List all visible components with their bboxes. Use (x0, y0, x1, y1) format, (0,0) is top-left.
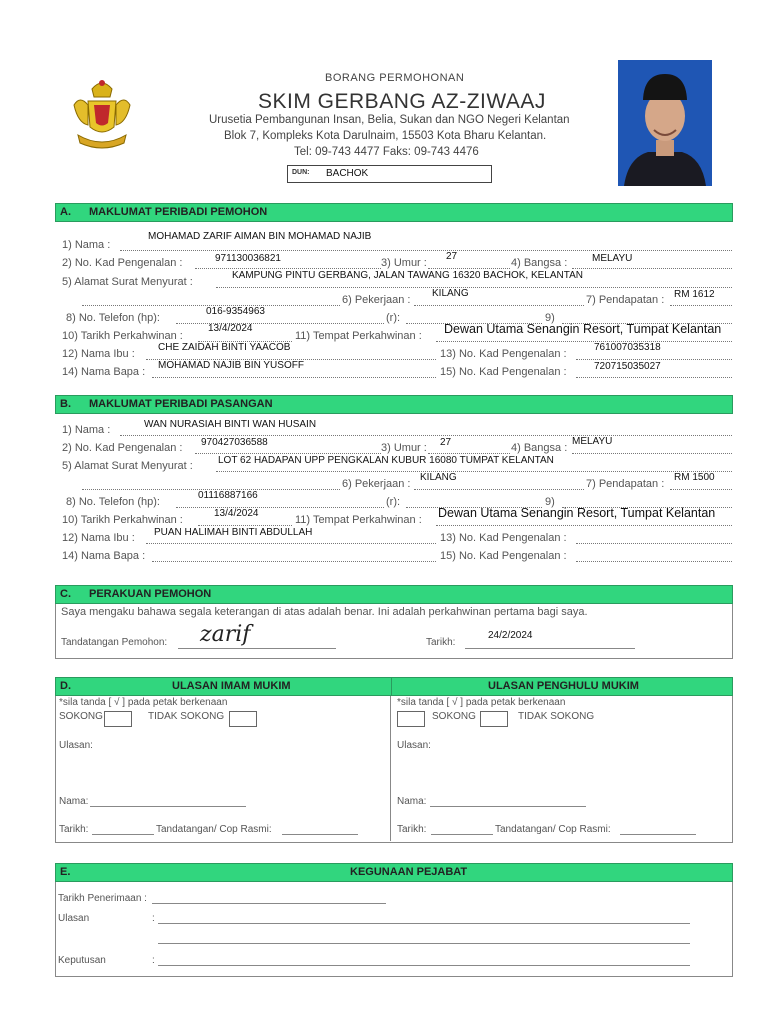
b-alamat-label: 5) Alamat Surat Menyurat : (62, 460, 193, 472)
b-bangsa-label: 4) Bangsa : (511, 442, 568, 454)
keputusan-line (158, 965, 690, 966)
declaration-text: Saya mengaku bahawa segala keterangan di atas adalah benar. Ini adalah perkahwinan pertama bagi saya. (61, 606, 588, 618)
a-tarikh-kahwin-label: 10) Tarikh Perkahwinan : (62, 330, 183, 342)
imam-title: ULASAN IMAM MUKIM (172, 680, 291, 692)
a-nama-ibu-value: CHE ZAIDAH BINTI YAACOB (158, 342, 291, 353)
b-bangsa-value: MELAYU (572, 436, 613, 447)
penghulu-tarikh-line (431, 834, 493, 835)
imam-sokong-label: SOKONG (59, 711, 103, 722)
b-umur-value: 27 (440, 437, 452, 448)
a-nine-label: 9) (545, 312, 555, 324)
b-nine-label: 9) (545, 496, 555, 508)
scheme-title: SKIM GERBANG AZ-ZIWAAJ (258, 90, 546, 113)
section-d-letter: D. (60, 680, 71, 692)
applicant-signature: zarif (200, 622, 251, 647)
a-nama-label: 1) Nama : (62, 239, 111, 251)
a-bangsa-value: MELAYU (592, 253, 633, 264)
b-telefon-line (176, 507, 384, 508)
b-ic-bapa-line (576, 561, 732, 562)
penghulu-title: ULASAN PENGHULU MUKIM (488, 680, 639, 692)
a-ic-label: 2) No. Kad Pengenalan : (62, 257, 183, 269)
org-line: Urusetia Pembangunan Insan, Belia, Sukan dan NGO Negeri Kelantan (209, 114, 570, 126)
contact-line: Tel: 09-743 4477 Faks: 09-743 4476 (294, 146, 479, 158)
b-ic-line (195, 453, 381, 454)
section-a-letter: A. (60, 206, 71, 218)
section-a-title: MAKLUMAT PERIBADI PEMOHON (89, 206, 268, 218)
b-ic-label: 2) No. Kad Pengenalan : (62, 442, 183, 454)
b-nama-ibu-line (146, 543, 436, 544)
section-c-title: PERAKUAN PEMOHON (89, 588, 212, 600)
section-d-bar (55, 677, 733, 696)
b-nama-ibu-label: 12) Nama Ibu : (62, 532, 135, 544)
address-line: Blok 7, Kompleks Kota Darulnaim, 15503 Kota Bharu Kelantan. (224, 130, 547, 142)
dun-box (287, 165, 492, 183)
b-telefon-label: 8) No. Telefon (hp): (66, 496, 160, 508)
keputusan-label: Keputusan (58, 955, 106, 966)
a-alamat-line (216, 287, 732, 288)
b-tarikh-kahwin-label: 10) Tarikh Perkahwinan : (62, 514, 183, 526)
penghulu-nama-line (430, 806, 586, 807)
penghulu-tidak-sokong-checkbox[interactable] (480, 711, 508, 727)
keputusan-colon: : (152, 955, 155, 966)
b-ic-ibu-line (576, 543, 732, 544)
section-d-bar-divider (391, 678, 392, 695)
a-pendapatan-value: RM 1612 (674, 289, 715, 300)
imam-tarikh-label: Tarikh: (59, 824, 89, 835)
b-umur-label: 3) Umur : (381, 442, 427, 454)
b-tarikh-kahwin-line (198, 525, 292, 526)
date-line (465, 648, 635, 649)
penghulu-sokong-label: SOKONG (432, 711, 476, 722)
a-pekerjaan-value: KILANG (432, 288, 469, 299)
imam-tandatangan-line (282, 834, 358, 835)
b-pendapatan-label: 7) Pendapatan : (586, 478, 665, 490)
b-telefon-value: 01116887166 (198, 490, 258, 501)
signature-line (178, 648, 336, 649)
a-umur-label: 3) Umur : (381, 257, 427, 269)
a-tempat-kahwin-line (436, 341, 732, 342)
section-d-divider (390, 677, 391, 841)
imam-tarikh-line (92, 834, 154, 835)
imam-nama-label: Nama: (59, 796, 89, 807)
penghulu-sokong-checkbox[interactable] (397, 711, 425, 727)
ulasan-line-2 (158, 943, 690, 944)
a-telefon-label: 8) No. Telefon (hp): (66, 312, 160, 324)
a-telefon-value: 016-9354963 (206, 306, 265, 317)
a-r-label: (r): (386, 312, 401, 324)
b-tempat-kahwin-line (436, 525, 732, 526)
dun-value: BACHOK (326, 168, 369, 179)
imam-instruction: *sila tanda [ √ ] pada petak berkenaan (59, 697, 228, 708)
imam-ulasan-label: Ulasan: (59, 740, 93, 751)
section-a-bar (55, 203, 733, 222)
b-pendapatan-value: RM 1500 (674, 472, 715, 483)
a-umur-value: 27 (446, 251, 458, 262)
section-b-title: MAKLUMAT PERIBADI PASANGAN (89, 398, 273, 410)
a-alamat-value: KAMPUNG PINTU GERBANG, JALAN TAWANG 16320 BACHOK, KELANTAN (232, 270, 584, 281)
a-ic-bapa-value: 720715035027 (594, 361, 661, 372)
penghulu-tandatangan-line (620, 834, 696, 835)
penghulu-instruction: *sila tanda [ √ ] pada petak berkenaan (397, 697, 566, 708)
b-alamat-line (216, 471, 732, 472)
b-nama-bapa-label: 14) Nama Bapa : (62, 550, 146, 562)
section-c-letter: C. (60, 588, 71, 600)
ulasan-label: Ulasan (58, 913, 90, 924)
a-umur-line (428, 268, 510, 269)
a-bangsa-label: 4) Bangsa : (511, 257, 568, 269)
tarikh-penerimaan-line (152, 903, 386, 904)
b-r-label: (r): (386, 496, 401, 508)
section-e-bar (55, 863, 733, 882)
signature-label: Tandatangan Pemohon: (61, 637, 168, 648)
section-b-letter: B. (60, 398, 71, 410)
a-ic-value: 971130036821 (215, 253, 281, 264)
imam-sokong-checkbox[interactable] (104, 711, 132, 727)
penghulu-nama-label: Nama: (397, 796, 427, 807)
b-alamat-value: LOT 62 HADAPAN UPP PENGKALAN KUBUR 16080 TUMPAT KELANTAN (218, 455, 554, 466)
section-e-letter: E. (60, 866, 71, 878)
a-ic-bapa-label: 15) No. Kad Pengenalan : (440, 366, 567, 378)
b-bangsa-line (572, 453, 732, 454)
b-pekerjaan-value: KILANG (420, 472, 457, 483)
b-nama-label: 1) Nama : (62, 424, 111, 436)
penghulu-tidak-sokong-label: TIDAK SOKONG (518, 711, 595, 722)
imam-nama-line (90, 806, 246, 807)
b-nama-line (120, 435, 732, 436)
a-nama-bapa-label: 14) Nama Bapa : (62, 366, 146, 378)
a-nama-ibu-label: 12) Nama Ibu : (62, 348, 135, 360)
tarikh-penerimaan-label: Tarikh Penerimaan : (58, 893, 147, 904)
b-nama-value: WAN NURASIAH BINTI WAN HUSAIN (144, 419, 317, 430)
a-nama-value: MOHAMAD ZARIF AIMAN BIN MOHAMAD NAJIB (148, 231, 372, 242)
a-pendapatan-line (670, 305, 732, 306)
b-pekerjaan-line (414, 489, 584, 490)
b-ic-bapa-label: 15) No. Kad Pengenalan : (440, 550, 567, 562)
a-tarikh-kahwin-value: 13/4/2024 (208, 323, 253, 334)
ulasan-colon: : (152, 913, 155, 924)
b-nama-ibu-value: PUAN HALIMAH BINTI ABDULLAH (154, 527, 313, 538)
a-nama-bapa-line (152, 377, 436, 378)
a-nama-bapa-value: MOHAMAD NAJIB BIN YUSOFF (158, 360, 304, 371)
b-ic-value: 970427036588 (201, 437, 268, 448)
section-e-title: KEGUNAAN PEJABAT (350, 866, 468, 878)
penghulu-tarikh-label: Tarikh: (397, 824, 427, 835)
penghulu-tandatangan-label: Tandatangan/ Cop Rasmi: (495, 824, 611, 835)
a-ic-ibu-value: 761007035318 (594, 342, 661, 353)
b-umur-line (428, 453, 510, 454)
a-ic-line (195, 268, 381, 269)
date-value: 24/2/2024 (488, 630, 533, 641)
b-ic-ibu-label: 13) No. Kad Pengenalan : (440, 532, 567, 544)
imam-tidak-sokong-label: TIDAK SOKONG (148, 711, 225, 722)
a-ic-ibu-line (576, 359, 732, 360)
form-title: BORANG PERMOHONAN (325, 72, 465, 84)
applicant-photo (618, 60, 712, 186)
b-tempat-kahwin-label: 11) Tempat Perkahwinan : (295, 514, 422, 526)
dun-label: DUN: (292, 169, 310, 176)
a-pendapatan-label: 7) Pendapatan : (586, 294, 665, 306)
imam-tidak-sokong-checkbox[interactable] (229, 711, 257, 727)
b-tempat-kahwin-value: Dewan Utama Senangin Resort, Tumpat Kelantan (438, 506, 716, 520)
a-tempat-kahwin-label: 11) Tempat Perkahwinan : (295, 330, 422, 342)
imam-tandatangan-label: Tandatangan/ Cop Rasmi: (156, 824, 272, 835)
b-pendapatan-line (670, 489, 732, 490)
b-tarikh-kahwin-value: 13/4/2024 (214, 508, 259, 519)
ulasan-line-1 (158, 923, 690, 924)
a-nama-line (120, 250, 732, 251)
section-b-bar (55, 395, 733, 414)
b-nama-bapa-line (152, 561, 436, 562)
a-pekerjaan-line (414, 305, 584, 306)
a-pekerjaan-label: 6) Pekerjaan : (342, 294, 411, 306)
a-ic-bapa-line (576, 377, 732, 378)
penghulu-ulasan-label: Ulasan: (397, 740, 431, 751)
a-ic-ibu-label: 13) No. Kad Pengenalan : (440, 348, 567, 360)
date-label: Tarikh: (426, 637, 456, 648)
a-bangsa-line (572, 268, 732, 269)
b-pekerjaan-label: 6) Pekerjaan : (342, 478, 411, 490)
state-crest (70, 75, 134, 151)
a-alamat-label: 5) Alamat Surat Menyurat : (62, 276, 193, 288)
a-tempat-kahwin-value: Dewan Utama Senangin Resort, Tumpat Kelantan (444, 322, 722, 336)
section-c-bar (55, 585, 733, 604)
